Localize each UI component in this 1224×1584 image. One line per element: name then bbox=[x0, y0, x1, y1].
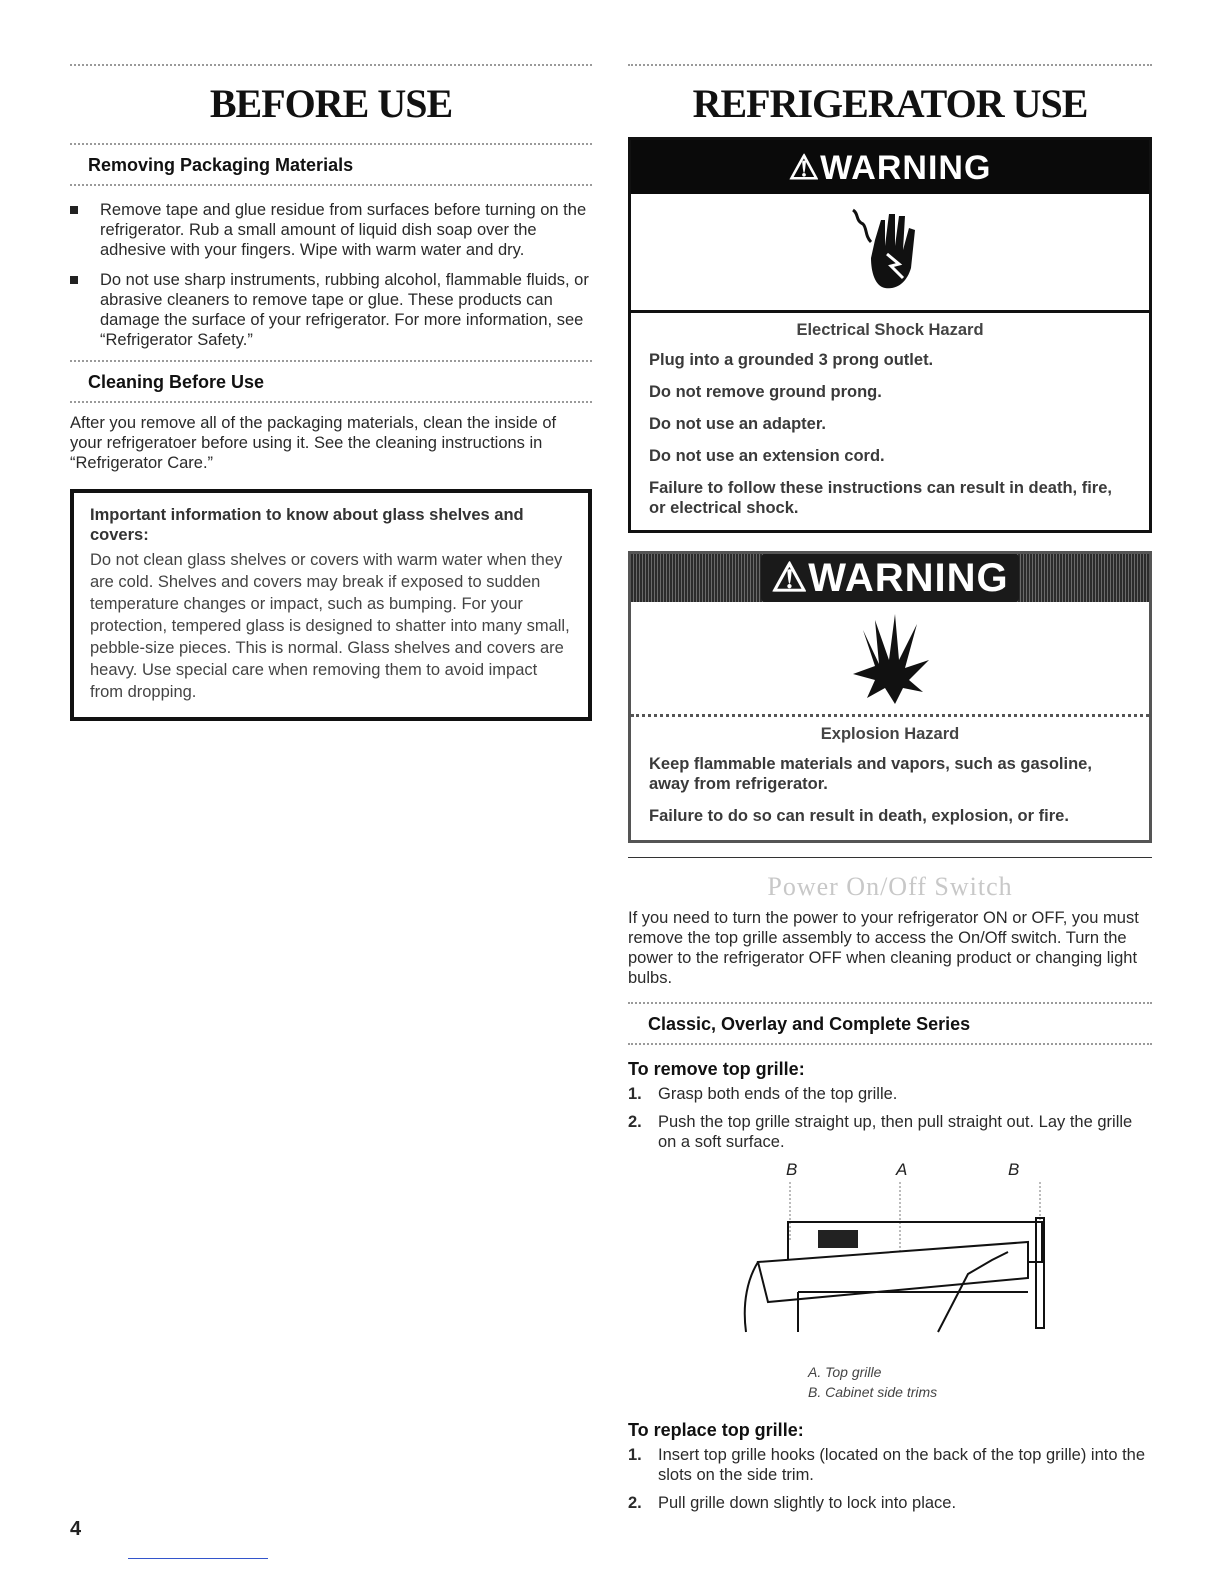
electrical-shock-icon bbox=[631, 194, 1149, 310]
left-column bbox=[70, 0, 592, 721]
cleaning-paragraph: After you remove all of the packaging materials, clean the inside of your refrigeratoer before using it. See the cleaning instructions in “Refrigerator Care.” bbox=[70, 414, 557, 472]
heading-series: Classic, Overlay and Complete Series bbox=[648, 1014, 971, 1034]
glass-info-box bbox=[70, 489, 592, 721]
section-title-refrigerator-use: REFRIGERATOR USE bbox=[692, 81, 1088, 126]
figure-label-b-left: B bbox=[786, 1160, 798, 1179]
divider bbox=[628, 857, 1152, 858]
section-title-before-use: BEFORE USE bbox=[209, 81, 453, 126]
list-item: Remove tape and glue residue from surfaces before turning on the refrigerator. Rub a small amount of liquid dish soap over the adhesive with your fingers. Wipe with warm water and dry. bbox=[70, 200, 592, 260]
list-item: 1. Insert top grille hooks (located on the back of the top grille) into the slots on the side trim. bbox=[628, 1446, 1146, 1484]
figure-label-b-right: B bbox=[1008, 1160, 1020, 1179]
heading-cleaning-before-use: Cleaning Before Use bbox=[88, 372, 265, 392]
divider bbox=[628, 1043, 1152, 1045]
warning-box-explosion bbox=[628, 551, 1152, 843]
warning-banner: ⚠WARNING bbox=[631, 554, 1149, 602]
list-item: 2. Pull grille down slightly to lock into place. bbox=[628, 1494, 957, 1512]
warning-text-explosion bbox=[631, 714, 1149, 840]
list-item: Do not use sharp instruments, rubbing alcohol, flammable fluids, or abrasive cleaners to remove tape or glue. These products can damage the surface of your refrigerator. For more information, see “Refrigerator Safety.” bbox=[70, 270, 592, 350]
warning-box-electrical bbox=[628, 137, 1152, 533]
page-number: 4 bbox=[70, 1518, 82, 1540]
bullet-icon bbox=[70, 276, 78, 284]
explosion-icon bbox=[631, 602, 1149, 714]
bullet-icon bbox=[70, 206, 78, 214]
list-item: 2. Push the top grille straight up, then pull straight out. Lay the grille on a soft surface. bbox=[628, 1113, 1133, 1151]
hazard-title: Electrical Shock Hazard bbox=[796, 321, 984, 339]
heading-replace-grille: To replace top grille: bbox=[628, 1420, 804, 1440]
figure-caption: A. Top grille B. Cabinet side trims bbox=[808, 1364, 938, 1400]
warning-line: Do not remove ground prong. bbox=[649, 383, 882, 401]
warning-line: Do not use an adapter. bbox=[649, 415, 826, 433]
warning-banner: ⚠WARNING bbox=[631, 140, 1149, 194]
warning-line: Keep flammable materials and vapors, such as gasoline, away from refrigerator. bbox=[649, 755, 1092, 793]
divider bbox=[70, 64, 592, 66]
glass-info-body: Do not clean glass shelves or covers with warm water when they are cold. Shelves and covers may break if exposed to sudden temperature changes or impact, such as bumping. For your protection, tempered glass is designed to shatter into many small, pebble-size pieces. This is normal. Glass shelves and covers are heavy. Use special care when removing them to avoid impact from dropping. bbox=[90, 551, 570, 701]
grille-figure bbox=[628, 1160, 1152, 1362]
warning-line: Do not use an extension cord. bbox=[649, 447, 885, 465]
list-item: 1. Grasp both ends of the top grille. bbox=[628, 1085, 898, 1103]
warning-line: Failure to do so can result in death, explosion, or fire. bbox=[649, 807, 1069, 825]
grille-illustration bbox=[728, 1182, 1058, 1362]
warning-line: Failure to follow these instructions can result in death, fire, or electrical shock. bbox=[649, 479, 1112, 517]
warning-line: Plug into a grounded 3 prong outlet. bbox=[649, 351, 934, 369]
remove-steps-list bbox=[628, 1084, 1152, 1152]
divider bbox=[70, 401, 592, 403]
figure-label-a: A bbox=[896, 1160, 908, 1179]
divider bbox=[628, 64, 1152, 66]
footer-rule bbox=[128, 1558, 268, 1559]
replace-steps-list bbox=[628, 1445, 1152, 1513]
heading-remove-grille: To remove top grille: bbox=[628, 1059, 805, 1079]
packaging-bullet-list bbox=[70, 200, 592, 350]
right-column bbox=[628, 0, 1152, 1521]
hazard-title: Explosion Hazard bbox=[820, 725, 960, 743]
heading-removing-packaging: Removing Packaging Materials bbox=[88, 155, 354, 175]
heading-power-switch: Power On/Off Switch bbox=[767, 872, 1013, 901]
power-paragraph: If you need to turn the power to your refrigerator ON or OFF, you must remove the top grille assembly to access the On/Off switch. Turn the power to the refrigerator OFF when cleaning product or changing light bulbs. bbox=[628, 909, 1139, 987]
divider bbox=[70, 184, 592, 186]
glass-info-heading: Important information to know about glass shelves and covers: bbox=[90, 506, 524, 544]
warning-text-electrical bbox=[631, 310, 1149, 530]
